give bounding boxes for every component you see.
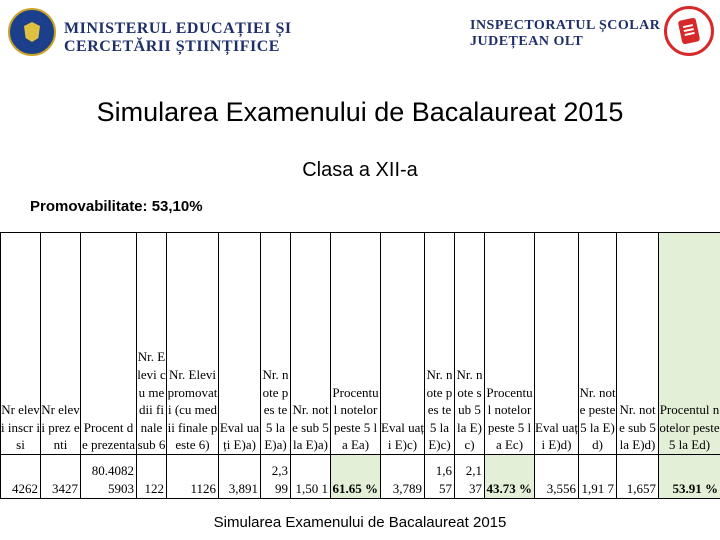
table-cell: 1,50 1 [291, 455, 331, 499]
header-cell: Procentul notelor peste 5 la Ed) [659, 233, 720, 455]
header-cell: Nr. note sub 5 la E)d) [617, 233, 659, 455]
table-cell: 61.65 % [331, 455, 381, 499]
promovabilitate [30, 198, 203, 215]
table-header-row [1, 233, 720, 455]
results-table [0, 232, 720, 499]
table-cell: 4262 [1, 455, 41, 499]
inspectorate-name [470, 18, 660, 50]
table-cell: 3,556 [535, 455, 579, 499]
table-cell: 1,6 57 [425, 455, 455, 499]
table-cell: 1,657 [617, 455, 659, 499]
table-cell: 3427 [41, 455, 81, 499]
header-cell: Nr. note pes te 5 la E)a) [261, 233, 291, 455]
table-cell: 43.73 % [485, 455, 535, 499]
header-cell: Nr elevi inscr isi [1, 233, 41, 455]
header-cell: Nr. Elevi promovati (cu medii finale peste 6) [167, 233, 219, 455]
table-cell: 1,91 7 [579, 455, 617, 499]
book-icon [678, 17, 701, 44]
ministry-line-2: CERCETĂRII ȘTIINȚIFICE [64, 38, 280, 55]
page-footer: Simularea Examenului de Bacalaureat 2015 [213, 514, 507, 531]
header-cell: Procentul notelor peste 5 la Ea) [331, 233, 381, 455]
table-cell: 2,3 99 [261, 455, 291, 499]
header-cell: Procentul notelor peste 5 la Ec) [485, 233, 535, 455]
header-cell: Procent de prezenta [81, 233, 137, 455]
header-cell: Nr elevi prez enti [41, 233, 81, 455]
page-subtitle: Clasa a XII-a [302, 159, 418, 181]
header-cell: Nr. note sub 5 la E)c) [455, 233, 485, 455]
crest-shield-icon [24, 22, 40, 42]
header-cell: Eval uați E)c) [381, 233, 425, 455]
table-cell: 53.91 % [659, 455, 720, 499]
isj-olt-logo [664, 6, 714, 56]
ministry-name [64, 20, 292, 56]
table-cell: 2,1 37 [455, 455, 485, 499]
header-cell: Nr. note peste 5 la E)d) [579, 233, 617, 455]
table-cell: 80.4082 5903 [81, 455, 137, 499]
promo-value: 53,10% [151, 198, 203, 215]
header-cell: Nr. note pes te 5 la E)c) [425, 233, 455, 455]
inspectorate-line-1: INSPECTORATUL ȘCOLAR [470, 18, 661, 33]
header-cell: Eval uați E)a) [219, 233, 261, 455]
header-cell: Nr. Elevi cu medii finale sub 6 [137, 233, 167, 455]
table-cell: 1126 [167, 455, 219, 499]
inspectorate-line-2: JUDEȚEAN OLT [470, 34, 584, 49]
ministry-line-1: MINISTERUL EDUCAȚIEI ȘI [64, 20, 292, 37]
table-cell: 122 [137, 455, 167, 499]
table-cell: 3,891 [219, 455, 261, 499]
promo-label: Promovabilitate: [30, 198, 148, 215]
romania-crest-logo [8, 8, 56, 56]
page-title: Simularea Examenului de Bacalaureat 2015 [96, 97, 624, 127]
table-row [1, 455, 720, 499]
table-cell: 3,789 [381, 455, 425, 499]
header-cell: Nr. note sub 5 la E)a) [291, 233, 331, 455]
page-header [0, 0, 720, 62]
header-cell: Eval uați E)d) [535, 233, 579, 455]
